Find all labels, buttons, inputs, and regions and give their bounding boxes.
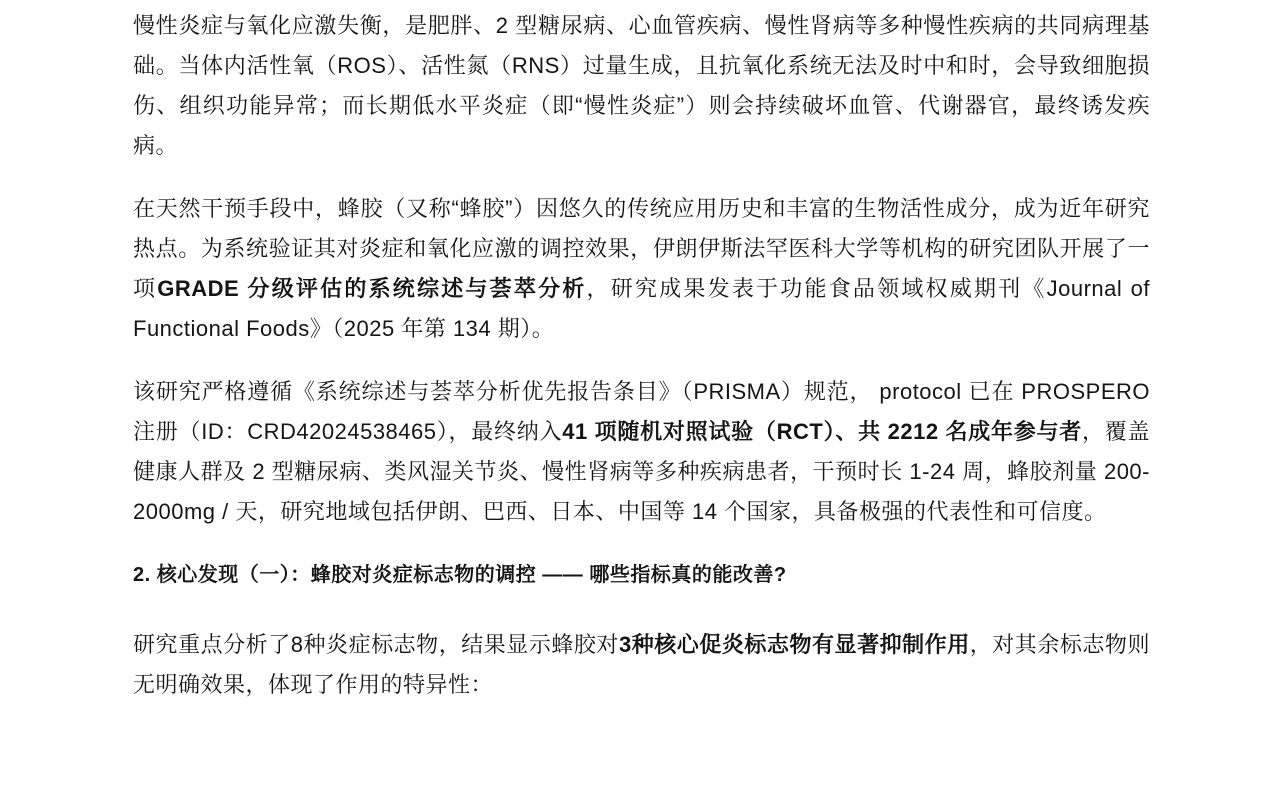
paragraph-text: ，覆盖健康人群及 2 型糖尿病、类风湿关节炎、慢性肾病等多种疾病患者，干预时长 1-24 周，蜂胶剂量 200-2000mg / 天，研究地域包括伊朗、巴西、日本、中国等 14 个国家，具备极强的代表性和可信度。 [133,419,1150,524]
paragraph-text: 该研究严格遵循《系统综述与荟萃分析优先报告条目》（PRISMA）规范， protocol 已在 PROSPERO 注册（ID：CRD42024538465），最终纳入 [133,379,1150,444]
paragraph-text: 慢性炎症与氧化应激失衡，是肥胖、2 型糖尿病、心血管疾病、慢性肾病等多种慢性疾病的共同病理基础。当体内活性氧（ROS）、活性氮（RNS）过量生成，且抗氧化系统无法及时中和时，会导致细胞损伤、组织功能异常；而长期低水平炎症（即“慢性炎症”）则会持续破坏血管、代谢器官，最终诱发疾病。 [133,13,1150,158]
article-body [133,6,1150,728]
paragraph-text-bold: 41 项随机对照试验（RCT）、共 2212 名成年参与者 [562,419,1082,444]
paragraph-methodology [133,372,1150,532]
paragraph-markers-summary [133,625,1150,705]
paragraph-text-bold: GRADE 分级评估的系统综述与荟萃分析 [157,276,587,301]
paragraph-intro-inflammation [133,6,1150,166]
section-heading-core-findings: 2. 核心发现（一）：蜂胶对炎症标志物的调控 —— 哪些指标真的能改善? [133,564,787,586]
paragraph-text: ，对其余标志物则无明确效果，体现了作用的特异性： [133,632,1150,697]
paragraph-text: 在天然干预手段中，蜂胶（又称“蜂胶”）因悠久的传统应用历史和丰富的生物活性成分，成为近年研究热点。为系统验证其对炎症和氧化应激的调控效果，伊朗伊斯法罕医科大学等机构的研究团队开展了一项 [133,196,1150,301]
paragraph-text: 研究重点分析了8种炎症标志物，结果显示蜂胶对 [133,632,619,657]
paragraph-text-bold: 3种核心促炎标志物有显著抑制作用 [618,632,970,657]
paragraph-text: ，研究成果发表于功能食品领域权威期刊《Journal of Functional Foods》（2025 年第 134 期）。 [133,276,1150,341]
paragraph-propolis-study [133,189,1150,349]
